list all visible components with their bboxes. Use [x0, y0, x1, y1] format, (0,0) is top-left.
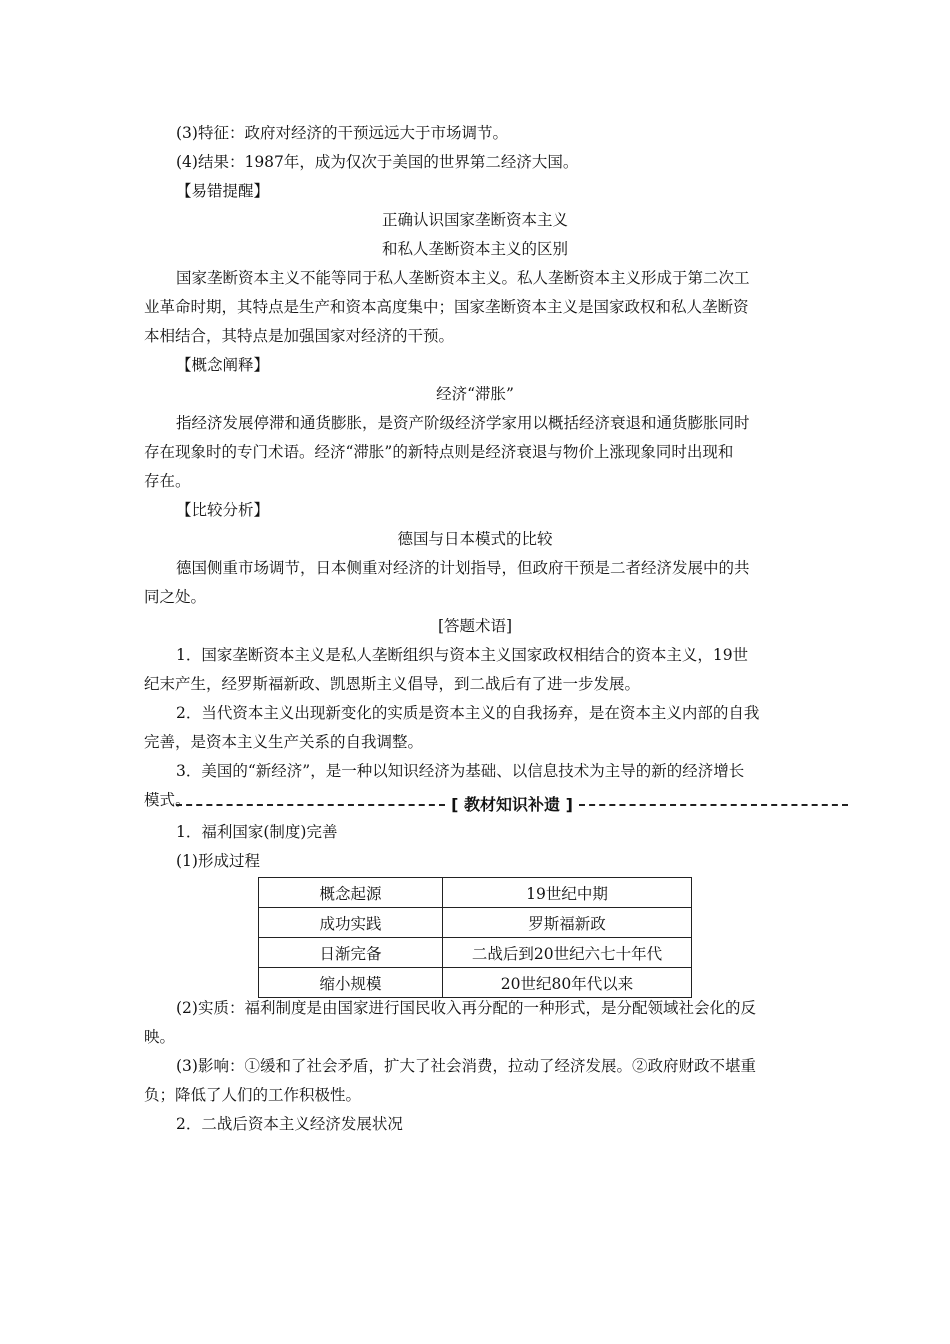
text-line: (3)影响：①缓和了社会矛盾，扩大了社会消费，拉动了经济发展。②政府财政不堪重: [176, 1057, 756, 1075]
table-cell: 成功实践: [259, 908, 443, 938]
text-line: (3)特征：政府对经济的干预远远大于市场调节。: [176, 124, 508, 142]
text-line: 负；降低了人们的工作积极性。: [144, 1086, 362, 1104]
table-row: [259, 908, 692, 938]
text-line: 指经济发展停滞和通货膨胀，是资产阶级经济学家用以概括经济衰退和通货膨胀同时: [176, 414, 750, 432]
text-line: 模式。: [144, 791, 191, 809]
text-line: 1．国家垄断资本主义是私人垄断组织与资本主义国家政权相结合的资本主义，19世: [176, 646, 749, 664]
table-row: [259, 878, 692, 908]
text-line: 同之处。: [144, 588, 207, 606]
callout-heading: 【概念阐释】: [176, 356, 270, 374]
table-cell: 缩小规模: [259, 968, 443, 998]
text-line: 德国侧重市场调节，日本侧重对经济的计划指导，但政府干预是二者经济发展中的共: [176, 559, 750, 577]
text-line: 1．福利国家(制度)完善: [176, 823, 338, 841]
section-title: [ 教材知识补遗 ]: [451, 795, 573, 814]
text-line: 本相结合，其特点是加强国家对经济的干预。: [144, 327, 455, 345]
text-line: 存在。: [144, 472, 191, 490]
table-cell: 概念起源: [259, 878, 443, 908]
text-line: (4)结果：1987年，成为仅次于美国的世界第二经济大国。: [176, 153, 579, 171]
text-line: 存在现象时的专门术语。经济“滞胀”的新特点则是经济衰退与物价上涨现象同时出现和: [144, 443, 734, 461]
text-line: 国家垄断资本主义不能等同于私人垄断资本主义。私人垄断资本主义形成于第二次工: [176, 269, 750, 287]
table-cell: 罗斯福新政: [443, 908, 692, 938]
subheading: 和私人垄断资本主义的区别: [381, 240, 568, 258]
text-line: (1)形成过程: [176, 852, 260, 870]
welfare-timeline-table: [258, 877, 692, 998]
text-line: 2．二战后资本主义经济发展状况: [176, 1115, 403, 1133]
text-line: 3．美国的“新经济”，是一种以知识经济为基础、以信息技术为主导的新的经济增长: [176, 762, 745, 780]
subheading: 德国与日本模式的比较: [397, 530, 553, 548]
text-line: (2)实质：福利制度是由国家进行国民收入再分配的一种形式，是分配领域社会化的反: [176, 999, 756, 1017]
section-divider: [176, 794, 848, 816]
table-row: [259, 968, 692, 998]
table-cell: 二战后到20世纪六七十年代: [443, 938, 692, 968]
subheading: 经济“滞胀”: [436, 385, 514, 403]
text-line: 2．当代资本主义出现新变化的实质是资本主义的自我扬弃，是在资本主义内部的自我: [176, 704, 760, 722]
callout-heading: 【易错提醒】: [176, 182, 270, 200]
table-cell: 日渐完备: [259, 938, 443, 968]
text-line: 业革命时期，其特点是生产和资本高度集中；国家垄断资本主义是国家政权和私人垄断资: [144, 298, 749, 316]
callout-heading: 【比较分析】: [176, 501, 270, 519]
table-cell: 20世纪80年代以来: [443, 968, 692, 998]
text-line: 纪末产生，经罗斯福新政、凯恩斯主义倡导，到二战后有了进一步发展。: [144, 675, 641, 693]
table-row: [259, 938, 692, 968]
table-cell: 19世纪中期: [443, 878, 692, 908]
subheading: 正确认识国家垄断资本主义: [381, 211, 568, 229]
subheading: [答题术语]: [437, 617, 513, 635]
dashed-rule-right: [579, 804, 848, 806]
text-line: 映。: [144, 1028, 176, 1046]
dashed-rule-left: [176, 804, 445, 806]
text-line: 完善，是资本主义生产关系的自我调整。: [144, 733, 424, 751]
